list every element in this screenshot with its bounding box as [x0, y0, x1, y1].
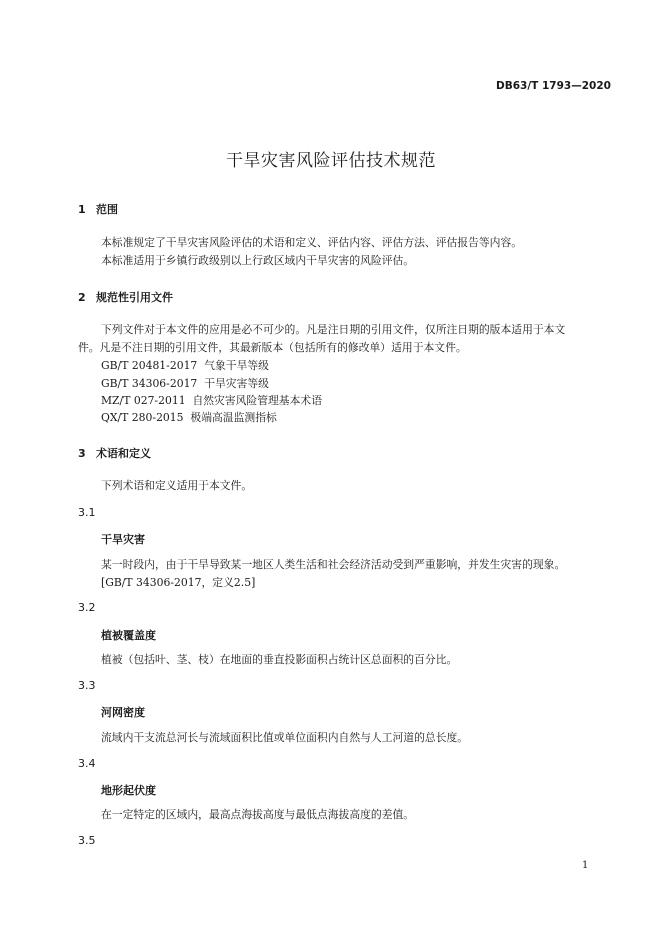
- reference-item: [101, 393, 322, 408]
- section-number: 3: [78, 447, 86, 460]
- term-number: 3.2: [78, 601, 96, 614]
- term-name: 干旱灾害: [101, 533, 145, 546]
- term-number: 3.3: [78, 679, 96, 692]
- paragraph: 下列术语和定义适用于本文件。: [101, 479, 253, 492]
- section-title: 范围: [96, 203, 118, 216]
- term-source: [GB/T 34306-2017，定义2.5]: [101, 576, 256, 589]
- term-definition: 流域内干支流总河长与流域面积比值或单位面积内自然与人工河道的总长度。: [101, 731, 469, 744]
- section-title: 术语和定义: [96, 447, 151, 460]
- page-number: 1: [582, 860, 589, 871]
- reference-name: 气象干旱等级: [204, 359, 269, 372]
- term-definition: 某一时段内，由于干旱导致某一地区人类生活和社会经济活动受到严重影响，并发生灾害的现象。: [101, 558, 566, 571]
- reference-item: [101, 376, 269, 391]
- reference-item: [101, 358, 269, 373]
- reference-name: 干旱灾害等级: [204, 377, 269, 390]
- document-title: 干旱灾害风险评估技术规范: [226, 151, 436, 171]
- paragraph: 本标准适用于乡镇行政级别以上行政区域内干旱灾害的风险评估。: [101, 254, 415, 267]
- reference-code: QX/T 280-2015: [101, 411, 184, 424]
- document-number: DB63/T 1793—2020: [496, 80, 611, 92]
- term-name: 地形起伏度: [101, 784, 156, 797]
- term-definition: 植被（包括叶、茎、枝）在地面的垂直投影面积占统计区总面积的百分比。: [101, 653, 458, 666]
- paragraph: 件。凡是不注日期的引用文件，其最新版本（包括所有的修改单）适用于本文件。: [78, 341, 467, 354]
- reference-code: MZ/T 027-2011: [101, 394, 186, 407]
- section-title: 规范性引用文件: [96, 291, 173, 304]
- reference-code: GB/T 20481-2017: [101, 359, 198, 372]
- term-definition: 在一定特定的区域内，最高点海拔高度与最低点海拔高度的差值。: [101, 808, 415, 821]
- section-number: 1: [78, 203, 86, 216]
- reference-name: 极端高温监测指标: [190, 411, 277, 424]
- reference-name: 自然灾害风险管理基本术语: [192, 394, 322, 407]
- reference-item: [101, 410, 277, 425]
- term-number: 3.5: [78, 834, 96, 847]
- section-2-heading: [78, 289, 173, 305]
- term-number: 3.1: [78, 506, 96, 519]
- paragraph: 本标准规定了干旱灾害风险评估的术语和定义、评估内容、评估方法、评估报告等内容。: [101, 236, 523, 249]
- section-number: 2: [78, 291, 86, 304]
- section-1-heading: [78, 201, 118, 217]
- term-name: 河网密度: [101, 706, 145, 719]
- reference-code: GB/T 34306-2017: [101, 377, 198, 390]
- term-name: 植被覆盖度: [101, 629, 156, 642]
- term-number: 3.4: [78, 757, 96, 770]
- paragraph: 下列文件对于本文件的应用是必不可少的。凡是注日期的引用文件，仅所注日期的版本适用于本文: [101, 323, 566, 336]
- section-3-heading: [78, 445, 151, 461]
